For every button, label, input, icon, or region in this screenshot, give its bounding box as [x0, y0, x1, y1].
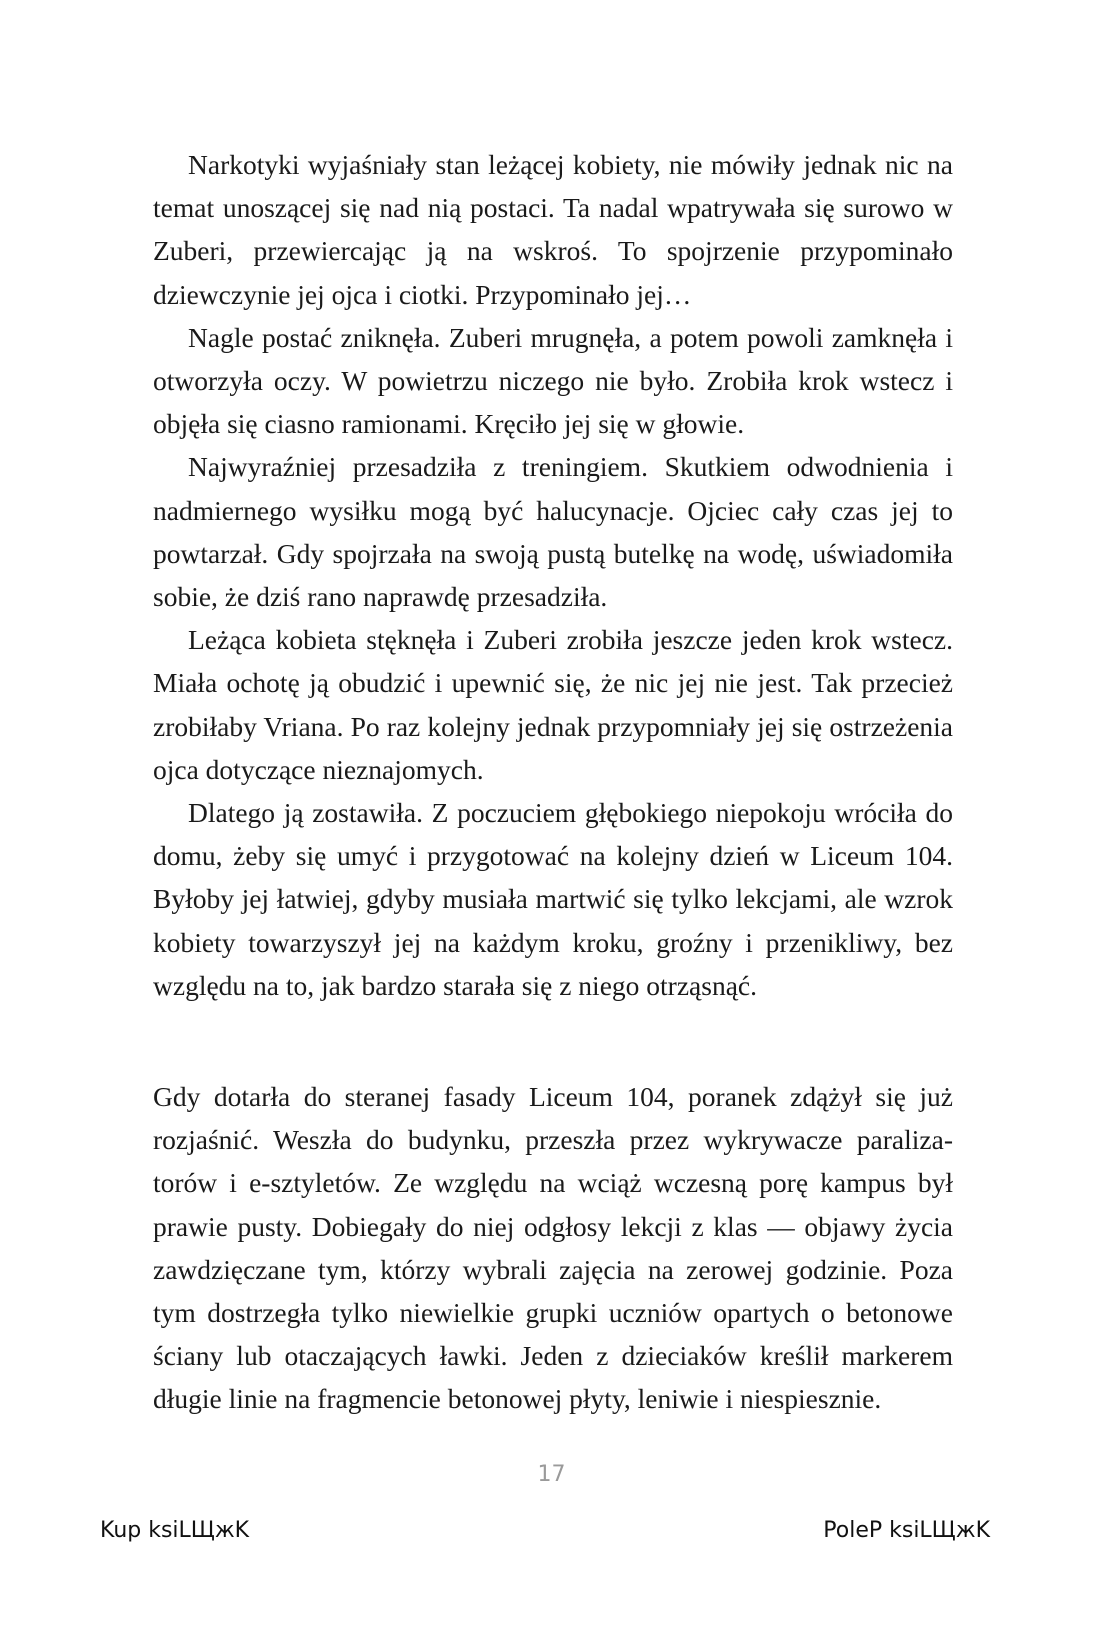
paragraph: Nagle postać zniknęła. Zuberi mrugnęła, a potem powoli zamknęła i otworzyła oczy. W powietrzu niczego nie było. Zrobiła krok wstecz i objęła się ciasno ramionami. Kręciło jej się w głowie. [153, 321, 953, 440]
main-text-block [153, 143, 953, 1007]
paragraph: Najwyraźniej przesadziła z treningiem. Skutkiem odwodnienia i nadmiernego wysiłku mogą być halucynacje. Ojciec cały czas jej to powtarzał. Gdy spojrzała na swoją pustą butelkę na wodę, uświadomiła sobie, że dziś rano naprawdę przesadziła. [153, 451, 953, 613]
section-break-text-block [153, 1075, 953, 1421]
paragraph: Gdy dotarła do steranej fasady Liceum 104, poranek zdążył się już rozjaśnić. Weszła do budynku, przeszła przez wykrywacze paralizatorów i e-sztyletów. Ze względu na wciąż wczesną porę kampus był prawie pusty. Dobiegały do niej odgłosy lekcji z klas — objawy życia zawdzięczane tym, którzy wybrali zajęcia na zerowej godzinie. Poza tym dostrzegła tylko niewielkie grupki uczniów opartych o betonowe ściany lub otaczających ławki. Jeden z dzieciaków kreślił markerem długie linie na fragmencie betonowej płyty, leniwie i niespiesznie. [153, 1081, 953, 1415]
paragraph: Leżąca kobieta stęknęła i Zuberi zrobiła jeszcze jeden krok wstecz. Miała ochotę ją obudzić i upewnić się, że nic jej nie jest. Tak przecież zrobiłaby Vriana. Po raz kolejny jednak przypomniały jej się ostrzeżenia ojca dotyczące nieznajomych. [153, 624, 953, 785]
paragraph: Dlatego ją zostawiła. Z poczuciem głębokiego niepokoju wróciła do domu, żeby się umyć i przygotować na kolejny dzień w Liceum 104. Byłoby jej łatwiej, gdyby musiała martwić się tylko lekcjami, ale wzrok kobiety towarzyszył jej na każdym kroku, groźny i przenikliwy, bez względu na to, jak bardzo starała się z niego otrząsnąć. [153, 797, 953, 1001]
buy-book-link[interactable]: Kup ksiLЩжK [100, 1518, 250, 1543]
page-number: 17 [537, 1462, 566, 1487]
recommend-book-link[interactable]: PoleP ksiLЩжK [823, 1518, 990, 1543]
paragraph: Narkotyki wyjaśniały stan leżącej kobiety, nie mówiły jednak nic na temat unoszącej się nad nią postaci. Ta nadal wpatrywała się surowo w Zuberi, przewiercając ją na wskroś. To spojrzenie przypominało dziewczynie jej ojca i ciotki. Przypominało jej… [153, 149, 953, 310]
